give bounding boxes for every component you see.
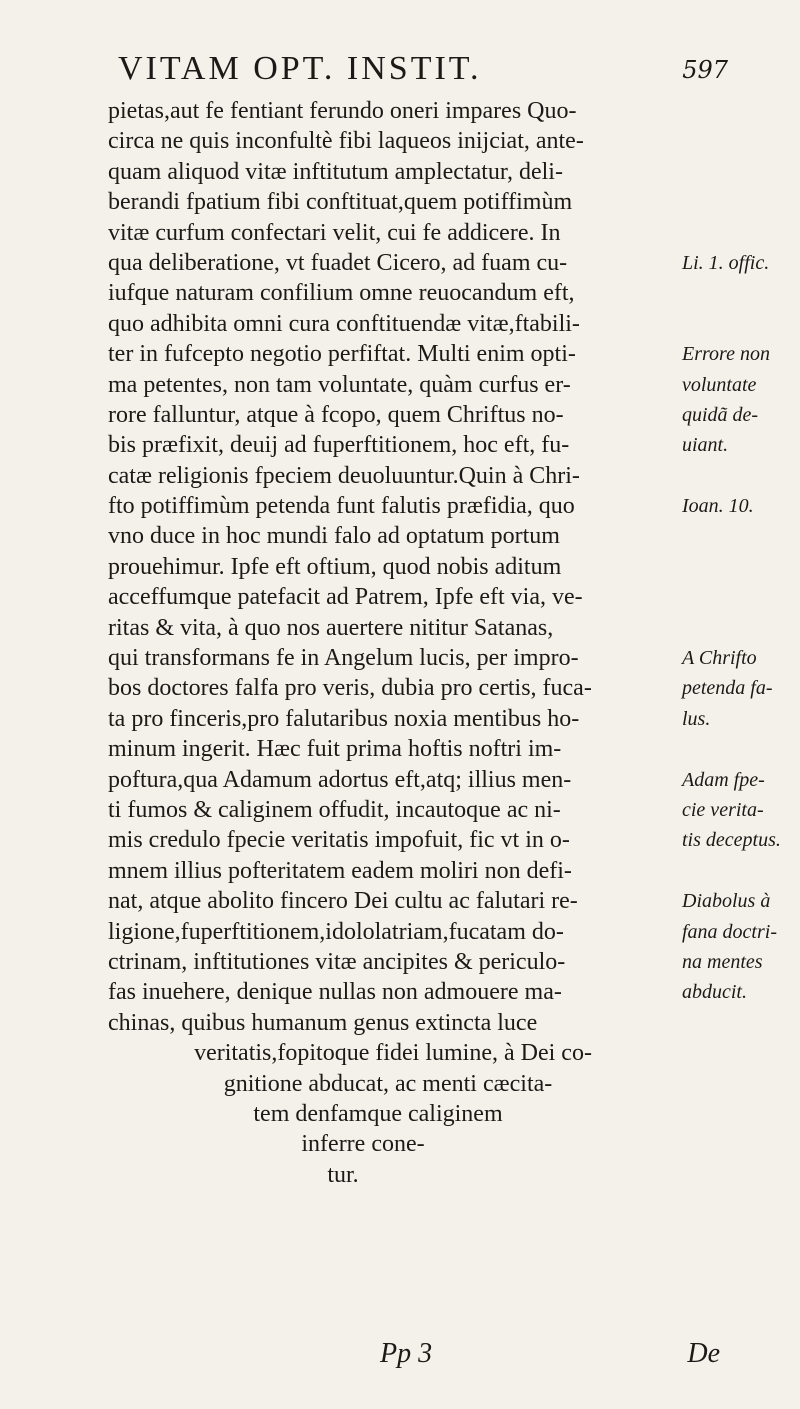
text-line: ter in fufcepto negotio perfiftat. Multi enim opti- <box>108 341 576 368</box>
text-line: mis credulo fpecie veritatis impofuit, fic vt in o- <box>108 827 570 854</box>
margin-note <box>682 126 800 156</box>
running-title: VITAM OPT. INSTIT. <box>118 50 482 87</box>
margin-note <box>682 734 800 764</box>
text-line: nat, atque abolito fincero Dei cultu ac falutari re- <box>108 888 578 915</box>
page-header <box>118 50 728 90</box>
text-line: chinas, quibus humanum genus extincta luce <box>108 1009 538 1036</box>
text-line: rore falluntur, atque à fcopo, quem Chriftus no- <box>108 401 564 428</box>
text-line: quam aliquod vitæ inftitutum amplectatur, deli- <box>108 158 563 185</box>
text-line: tem denfamque caliginem <box>253 1100 503 1127</box>
page-number: 597 <box>682 56 728 84</box>
text-line: berandi fpatium fibi conftituat,quem potiffimùm <box>108 189 573 216</box>
text-line: ctrinam, inftitutiones vitæ ancipites & periculo- <box>108 948 566 975</box>
text-line: poftura,qua Adamum adortus eft,atq; illius men- <box>108 766 572 793</box>
margin-note: Errore non <box>682 343 770 366</box>
text-line: minum ingerit. Hæc fuit prima hoftis noftri im- <box>108 736 562 763</box>
margin-note <box>682 521 800 551</box>
margin-notes <box>682 96 800 1008</box>
text-line: ma petentes, non tam voluntate, quàm curfus er- <box>108 371 571 398</box>
margin-note: na mentes <box>682 950 763 973</box>
text-line: ti fumos & caliginem offudit, incautoque ac ni- <box>108 796 561 823</box>
margin-note: lus. <box>682 707 711 730</box>
text-line: iufque naturam confilium omne reuocandum eft, <box>108 280 575 307</box>
text-line: catæ religionis fpeciem deuoluuntur.Quin à Chri- <box>108 462 580 489</box>
margin-note: A Chrifto <box>682 647 757 670</box>
text-line: veritatis,fopitoque fidei lumine, à Dei co- <box>194 1040 592 1067</box>
text-line: qua deliberatione, vt fuadet Cicero, ad fuam cu- <box>108 249 568 276</box>
text-line: bis præfixit, deuij ad fuperftitionem, hoc eft, fu- <box>108 432 570 459</box>
margin-note: voluntate <box>682 373 757 396</box>
margin-note <box>682 278 800 308</box>
margin-note: quidã de- <box>682 403 759 426</box>
text-line: acceffumque patefacit ad Patrem, Ipfe eft via, ve- <box>108 584 583 611</box>
margin-note: Adam fpe- <box>682 768 765 791</box>
margin-note: Diabolus à <box>682 890 771 913</box>
text-line: pietas,aut fe fentiant ferundo oneri impares Quo- <box>108 98 577 124</box>
margin-note <box>682 187 800 217</box>
text-line: ta pro finceris,pro falutaribus noxia mentibus ho- <box>108 705 580 732</box>
margin-note <box>682 461 800 491</box>
margin-note: petenda fa- <box>682 677 773 700</box>
margin-note <box>682 613 800 643</box>
text-line: inferre cone- <box>301 1131 425 1158</box>
text-line: ritas & vita, à quo nos auertere nititur Satanas, <box>108 614 554 641</box>
margin-note: uiant. <box>682 434 729 457</box>
margin-note <box>682 856 800 886</box>
text-line: fas inuehere, denique nullas non admouere ma- <box>108 979 562 1006</box>
printer-signature: Pp 3 <box>380 1338 433 1369</box>
text-line: tur. <box>327 1161 359 1188</box>
margin-note <box>682 96 800 126</box>
margin-note <box>682 157 800 187</box>
text-line: quo adhibita omni cura conftituendæ vitæ,ftabili- <box>108 310 580 337</box>
margin-note: abducit. <box>682 981 747 1004</box>
margin-note: cie verita- <box>682 798 764 821</box>
text-line: circa ne quis inconfultè fibi laqueos inijciat, ante- <box>108 128 584 155</box>
text-line: vitæ curfum confectari velit, cui fe addicere. In <box>108 219 561 246</box>
margin-note: Li. 1. offic. <box>682 251 770 274</box>
text-line: qui transformans fe in Angelum lucis, per impro- <box>108 645 579 672</box>
margin-note <box>682 552 800 582</box>
text-line: gnitione abducat, ac menti cæcita- <box>223 1070 553 1097</box>
margin-note: tis deceptus. <box>682 829 781 852</box>
margin-note: fana doctri- <box>682 920 777 943</box>
text-line: mnem illius pofteritatem eadem moliri non defi- <box>108 857 572 884</box>
page-footer <box>380 1338 720 1374</box>
main-text <box>108 96 708 1190</box>
text-line: vno duce in hoc mundi falo ad optatum portum <box>108 523 560 550</box>
margin-note <box>682 218 800 248</box>
margin-note: Ioan. 10. <box>682 495 754 518</box>
text-line: ligione,fuperftitionem,idololatriam,fucatam do- <box>108 918 564 945</box>
catchword: De <box>687 1338 720 1369</box>
text-line: bos doctores falfa pro veris, dubia pro certis, fuca- <box>108 675 592 702</box>
margin-note <box>682 309 800 339</box>
margin-note <box>682 582 800 612</box>
text-line: fto potiffimùm petenda funt falutis præfidia, quo <box>108 493 575 520</box>
text-line: prouehimur. Ipfe eft oftium, quod nobis aditum <box>108 553 562 580</box>
